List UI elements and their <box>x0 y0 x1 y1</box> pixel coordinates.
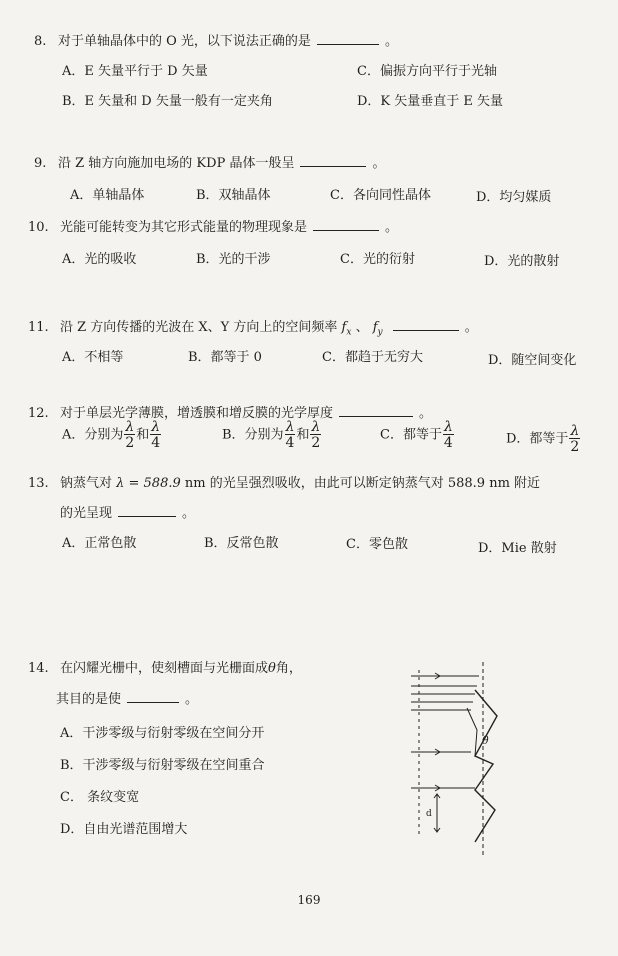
q14-option-c: C． 条纹变宽 <box>60 790 140 805</box>
fraction: $\frac{\lambda}{2}$ <box>570 423 580 455</box>
question-9: 9. 沿 Z 轴方向施加电场的 KDP 晶体一般呈 。 <box>34 156 386 171</box>
d-label: d <box>426 809 432 819</box>
question-13-cont: 的光呈现 。 <box>60 506 196 521</box>
answer-blank <box>300 154 366 167</box>
question-11: 11. 沿 Z 方向传播的光波在 X、Y 方向上的空间频率 $f_x$ 、 $f_y$ 。 <box>28 320 478 338</box>
q14-option-b: B．干涉零级与衍射零级在空间重合 <box>60 758 265 773</box>
q8-option-b: B．E 矢量和 D 矢量一般有一定夹角 <box>62 94 273 109</box>
fraction: $\frac{\lambda}{4}$ <box>443 419 453 451</box>
blazed-grating-figure <box>405 660 510 860</box>
q10-option-c: C．光的衍射 <box>340 252 415 267</box>
sawtooth-grooves <box>475 690 497 842</box>
theta-label: θ <box>482 734 489 747</box>
answer-blank <box>317 32 379 45</box>
fraction: $\frac{\lambda}{2}$ <box>311 419 321 451</box>
question-14-cont: 其目的是使 。 <box>56 692 199 707</box>
groove-face <box>467 708 477 756</box>
q13-option-a: A．正常色散 <box>62 536 137 551</box>
q9-option-d: D．均匀媒质 <box>476 190 552 205</box>
answer-blank <box>339 404 413 417</box>
q13-option-c: C．零色散 <box>346 537 408 552</box>
q9-option-c: C．各向同性晶体 <box>330 188 431 203</box>
answer-blank <box>127 690 179 703</box>
q12-option-c: C．都等于 $\frac{\lambda}{4}$ <box>380 419 453 451</box>
q11-option-b: B．都等于 0 <box>188 350 262 365</box>
q11-option-c: C．都趋于无穷大 <box>322 350 423 365</box>
q14-option-d: D．自由光谱范围增大 <box>60 822 188 837</box>
question-10: 10. 光能可能转变为其它形式能量的物理现象是 。 <box>28 220 399 235</box>
question-14: 14. 在闪耀光栅中，使刻槽面与光栅面成θ角， <box>28 661 302 676</box>
q10-option-b: B．光的干涉 <box>196 252 271 267</box>
q9-option-b: B．双轴晶体 <box>196 188 271 203</box>
answer-blank <box>118 504 176 517</box>
answer-blank <box>393 318 459 331</box>
fraction: $\frac{\lambda}{4}$ <box>151 419 161 451</box>
q9-option-a: A．单轴晶体 <box>70 188 145 203</box>
page-number: 169 <box>297 893 321 907</box>
q13-option-b: B．反常色散 <box>204 536 279 551</box>
q8-option-d: D．K 矢量垂直于 E 矢量 <box>357 94 504 109</box>
q10-option-a: A．光的吸收 <box>62 252 137 267</box>
fraction: $\frac{\lambda}{2}$ <box>125 419 135 451</box>
q12-option-b: B．分别为 $\frac{\lambda}{4}$ 和 $\frac{\lambda}{2}$ <box>222 419 321 451</box>
q8-option-c: C．偏振方向平行于光轴 <box>357 64 497 79</box>
fraction: $\frac{\lambda}{4}$ <box>285 419 295 451</box>
question-8: 8. 对于单轴晶体中的 O 光，以下说法正确的是 。 <box>34 34 398 49</box>
q10-option-d: D．光的散射 <box>484 254 560 269</box>
q8-option-a: A．E 矢量平行于 D 矢量 <box>62 64 208 79</box>
q14-option-a: A．干涉零级与衍射零级在空间分开 <box>60 726 265 741</box>
q12-option-a: A．分别为 $\frac{\lambda}{2}$ 和 $\frac{\lambda}{4}$ <box>62 419 161 451</box>
question-13: 13. 钠蒸气对 λ = 588.9 nm 的光呈强烈吸收，由此可以断定钠蒸气对 588.9 nm 附近 <box>28 476 541 491</box>
q11-option-d: D．随空间变化 <box>488 353 577 368</box>
answer-blank <box>313 218 379 231</box>
q11-option-a: A．不相等 <box>62 350 124 365</box>
question-12: 12. 对于单层光学薄膜，增透膜和增反膜的光学厚度 。 <box>28 406 433 421</box>
q13-option-d: D．Mie 散射 <box>478 541 557 556</box>
q12-option-d: D．都等于 $\frac{\lambda}{2}$ <box>506 423 580 455</box>
